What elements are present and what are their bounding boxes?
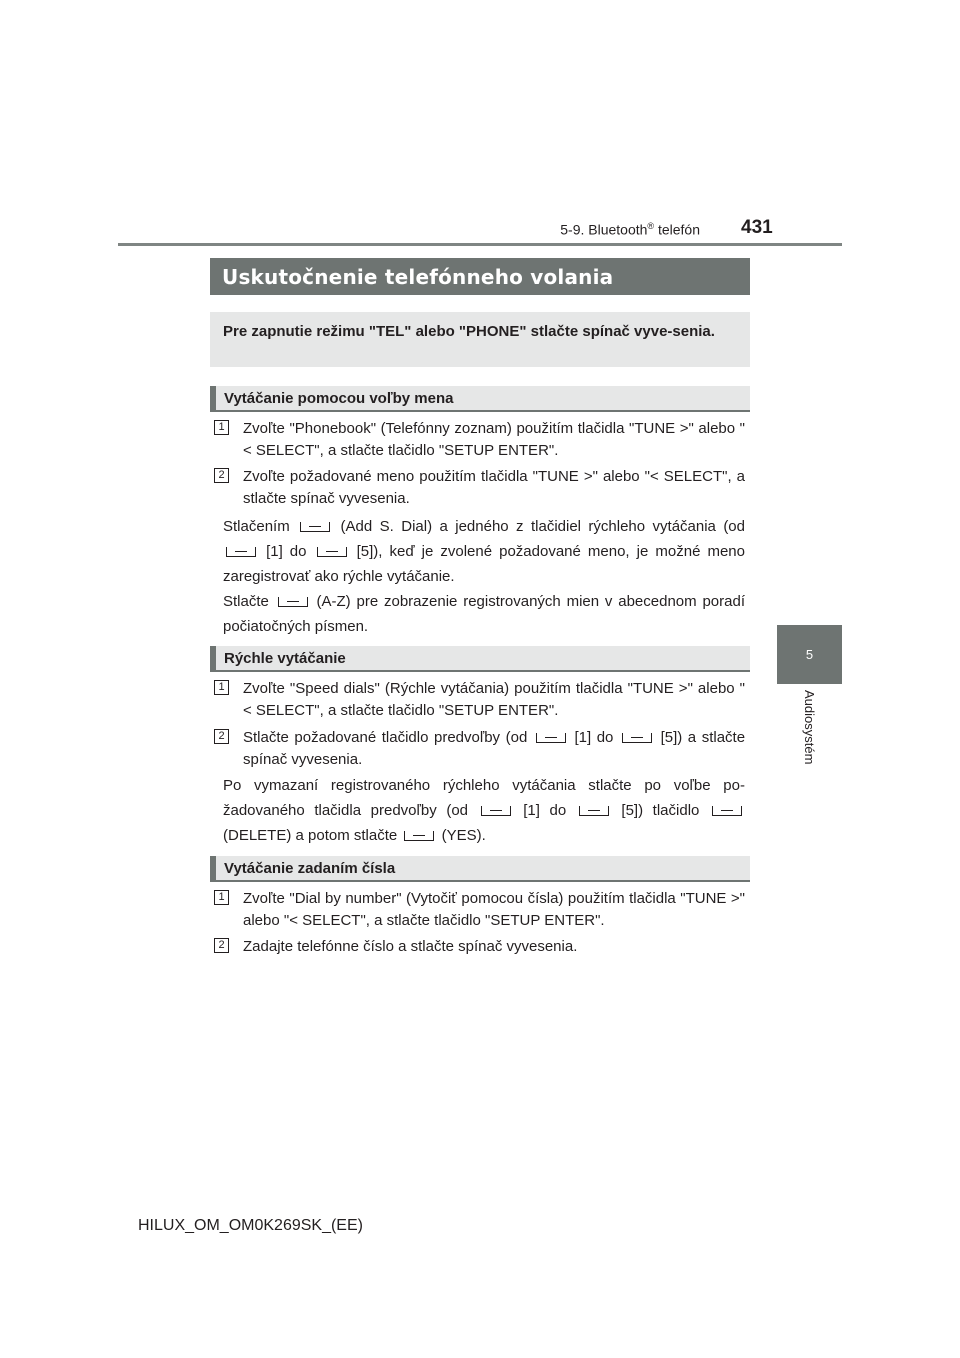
step-number: 2	[214, 468, 229, 483]
step-1	[214, 678, 745, 722]
step-text: Zadajte telefónne číslo a stlačte spínač vyvesenia.	[243, 938, 578, 955]
intro-box: Pre zapnutie režimu "TEL" alebo "PHONE" stlačte spínač vyve-senia.	[210, 312, 750, 367]
header-divider	[118, 243, 842, 246]
note-paragraph	[223, 514, 745, 589]
registered-mark: ®	[647, 221, 655, 231]
text-run: Stlačte požadované tlačidlo predvoľby (od	[243, 729, 528, 746]
section-prefix: 5-9. Bluetooth	[560, 221, 648, 238]
step-2	[214, 727, 745, 771]
step-text: Zvoľte "Dial by number" (Vytočiť pomocou čísla) použitím tlačidla "TUNE >" alebo "< SELECT", a stlačte tlačidlo "SETUP ENTER".	[243, 890, 745, 929]
step-1	[214, 418, 745, 462]
screen-button-icon	[481, 806, 511, 816]
screen-button-icon	[579, 806, 609, 816]
text-run: [1] do	[523, 802, 567, 819]
text-run: (YES).	[441, 827, 486, 844]
screen-button-icon	[712, 806, 742, 816]
step-number: 2	[214, 729, 229, 744]
text-run: [1] do	[266, 543, 307, 560]
step-2	[214, 936, 745, 958]
step-number: 1	[214, 680, 229, 695]
step-1	[214, 888, 745, 932]
text-run: [5]) a stlačte spínač vyvesenia.	[243, 729, 746, 768]
step-number: 2	[214, 938, 229, 953]
chapter-label: Audiosystém	[802, 690, 817, 765]
section-suffix: telefón	[654, 221, 700, 238]
step-number: 1	[214, 890, 229, 905]
step-text	[243, 727, 745, 771]
section-heading-speed-dial: Rýchle vytáčanie	[210, 646, 750, 672]
screen-button-icon	[300, 522, 330, 532]
text-run: Po vymazaní registrovaného rýchleho vytáčania stlačte po voľbe po-žadovaného tlačidla predvoľby (od	[223, 777, 745, 819]
step-text: Zvoľte "Speed dials" (Rýchle vytáčania) použitím tlačidla "TUNE >" alebo "< SELECT", a stlačte tlačidlo "SETUP ENTER".	[243, 680, 745, 719]
text-run: Stlačte	[223, 593, 269, 610]
page-title: Uskutočnenie telefónneho volania	[210, 258, 750, 295]
screen-button-icon	[317, 547, 347, 557]
section-heading-name-dial: Vytáčanie pomocou voľby mena	[210, 386, 750, 412]
screen-button-icon	[622, 733, 652, 743]
text-run: [5]) tlačidlo	[621, 802, 700, 819]
step-number: 1	[214, 420, 229, 435]
section-heading-number-dial: Vytáčanie zadaním čísla	[210, 856, 750, 882]
step-2	[214, 466, 745, 510]
text-run: (A-Z) pre zobrazenie registrovaných mien v abecednom poradí počiatočných písmen.	[223, 593, 745, 635]
screen-button-icon	[536, 733, 566, 743]
section-breadcrumb	[560, 221, 700, 238]
document-code: HILUX_OM_OM0K269SK_(EE)	[138, 1217, 363, 1234]
screen-button-icon	[278, 597, 308, 607]
screen-button-icon	[226, 547, 256, 557]
screen-button-icon	[404, 831, 434, 841]
text-run: Stlačením	[223, 518, 290, 535]
step-text: Zvoľte "Phonebook" (Telefónny zoznam) použitím tlačidla "TUNE >" alebo "< SELECT", a stlačte tlačidlo "SETUP ENTER".	[243, 420, 745, 459]
page-number: 431	[741, 217, 773, 238]
text-run: [5]), keď je zvolené požadované meno, je možné meno zaregistrovať ako rýchle vytáčanie.	[223, 543, 745, 585]
text-run: (DELETE) a potom stlačte	[223, 827, 398, 844]
text-run: [1] do	[574, 729, 614, 746]
text-run: (Add S. Dial) a jedného z tlačidiel rýchleho vytáčania (od	[340, 518, 745, 535]
note-paragraph	[223, 773, 745, 848]
chapter-tab[interactable]: 5	[777, 625, 842, 684]
note-paragraph	[223, 589, 745, 639]
step-text: Zvoľte požadované meno použitím tlačidla "TUNE >" alebo "< SELECT", a stlačte spínač vyvesenia.	[243, 468, 745, 507]
